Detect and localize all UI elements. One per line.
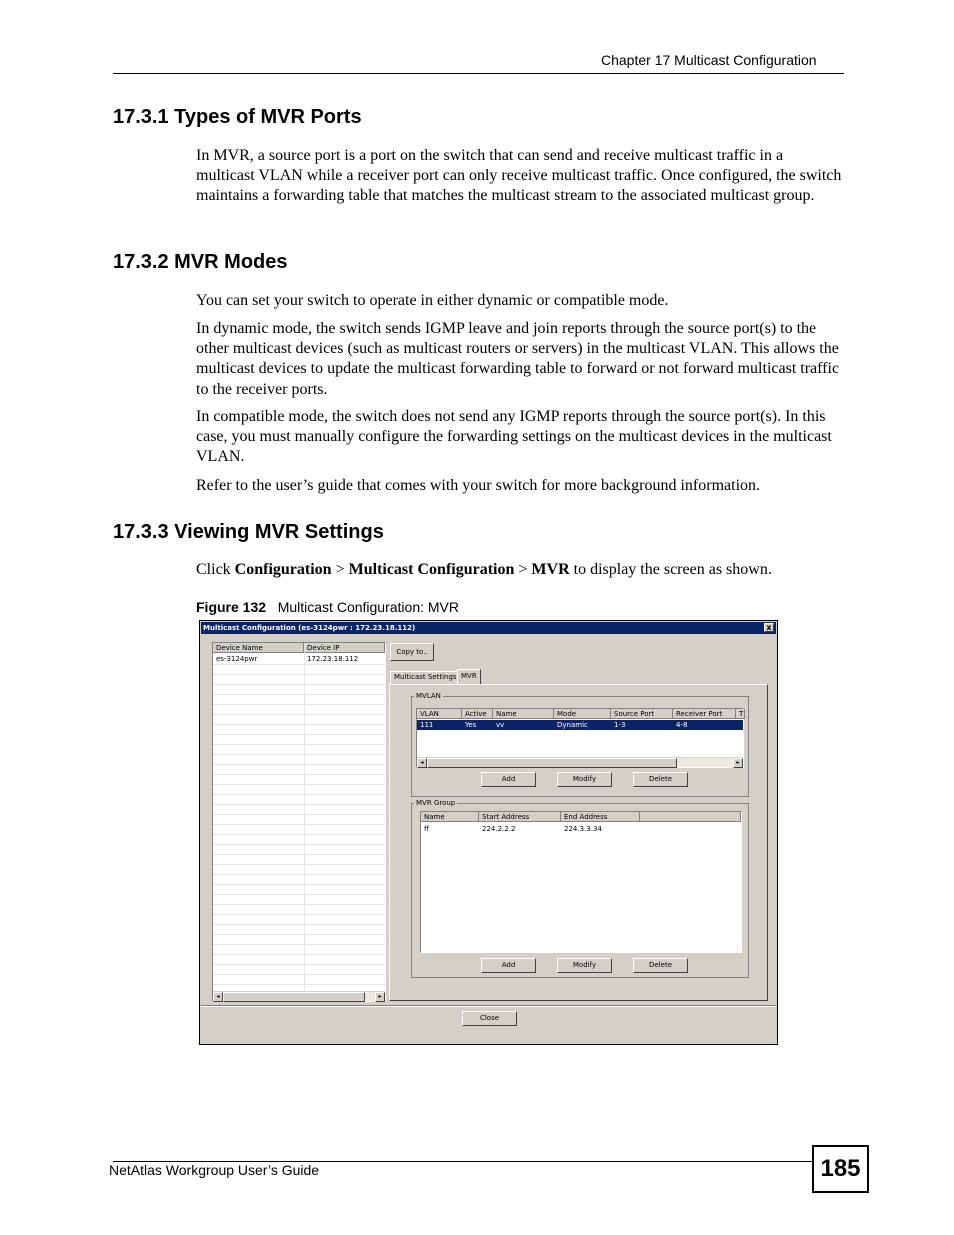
mvlan-col-name[interactable]: Name <box>493 709 554 719</box>
mvr-group-cell-end[interactable]: 224.3.3.34 <box>564 825 602 833</box>
page-number: 185 <box>812 1145 869 1193</box>
mvlan-col-mode[interactable]: Mode <box>554 709 611 719</box>
device-grid-line <box>213 924 385 925</box>
device-grid-line <box>213 734 385 735</box>
device-grid-line <box>213 884 385 885</box>
device-table <box>212 642 386 1002</box>
mvlan-cell-receiver-port: 4-8 <box>676 721 688 729</box>
device-grid-line <box>213 664 385 665</box>
device-grid-line <box>213 844 385 845</box>
device-grid-divider <box>304 643 305 991</box>
device-grid-line <box>213 854 385 855</box>
mvr-group-table <box>420 811 742 953</box>
device-grid-line <box>213 804 385 805</box>
device-grid-line <box>213 864 385 865</box>
mvr-group-col-start-address[interactable]: Start Address <box>479 812 561 822</box>
device-grid-line <box>213 714 385 715</box>
device-grid-line <box>213 944 385 945</box>
mvr-group-delete-button[interactable]: Delete <box>633 958 688 973</box>
scroll-right-icon[interactable]: ▸ <box>375 992 385 1002</box>
device-grid-line <box>213 744 385 745</box>
copy-to-button[interactable]: Copy to.. <box>390 643 434 661</box>
device-scrollbar[interactable] <box>213 991 385 1001</box>
paragraph-mvr-ports: In MVR, a source port is a port on the switch that can send and receive multicast traffic in a multicast VLAN while a receiver port can only receive multicast traffic. Once configured, the switch maintains a forwarding table that matches the multicast stream to the associated multicast group. <box>196 147 842 205</box>
device-grid-line <box>213 764 385 765</box>
device-grid-line <box>213 784 385 785</box>
device-grid-line <box>213 684 385 685</box>
mvlan-col-t[interactable]: T <box>736 709 745 719</box>
section-title-viewing-mvr-settings: 17.3.3 Viewing MVR Settings <box>113 521 384 543</box>
device-grid-line <box>213 934 385 935</box>
multicast-configuration-window <box>199 620 778 1045</box>
mvlan-cell-mode: Dynamic <box>557 721 588 729</box>
paragraph-refer: Refer to the user’s guide that comes with your switch for more background information. <box>196 477 761 494</box>
tab-multicast-settings[interactable]: Multicast Settings <box>390 671 461 684</box>
mvlan-label: MVLAN <box>416 692 441 700</box>
section-title-types-of-mvr-ports: 17.3.1 Types of MVR Ports <box>113 106 362 128</box>
device-grid-line <box>213 704 385 705</box>
window-close-icon[interactable]: x <box>764 623 774 632</box>
mvr-group-col-filler <box>640 812 741 822</box>
paragraph-click-instruction: Click Configuration > Multicast Configuration > MVR to display the screen as shown. <box>196 561 772 578</box>
paragraph-dynamic-mode: In dynamic mode, the switch sends IGMP leave and join reports through the source port(s) to the other multicast devices (such as multicast routers or servers) in the multicast VLAN. This allows the multicast devices to update the multicast forwarding table to forward or not forward multicast traffic to the receiver ports. <box>196 320 840 398</box>
device-grid-line <box>213 874 385 875</box>
close-button[interactable]: Close <box>462 1011 517 1026</box>
mvr-group-label: MVR Group <box>416 799 456 807</box>
mvr-group-cell-start[interactable]: 224.2.2.2 <box>482 825 516 833</box>
mvr-group-cell-name[interactable]: ff <box>424 825 429 833</box>
device-grid-line <box>213 774 385 775</box>
mvlan-col-receiver-port[interactable]: Receiver Port <box>673 709 736 719</box>
device-name-cell[interactable]: es-3124pwr <box>216 655 258 663</box>
device-grid-line <box>213 964 385 965</box>
figure-caption: Figure 132 Multicast Configuration: MVR <box>196 599 459 615</box>
mvr-group-add-button[interactable]: Add <box>481 958 536 973</box>
device-grid-line <box>213 894 385 895</box>
device-grid-line <box>213 954 385 955</box>
mvlan-col-active[interactable]: Active <box>462 709 493 719</box>
device-grid-line <box>213 724 385 725</box>
scroll-left-icon[interactable]: ◂ <box>213 992 223 1002</box>
window-titlebar <box>201 622 776 634</box>
scroll-thumb[interactable] <box>223 992 365 1002</box>
mvlan-cell-vlan: 111 <box>420 721 434 729</box>
device-ip-header[interactable]: Device IP <box>304 643 385 653</box>
footer-guide-title: NetAtlas Workgroup User’s Guide <box>109 1162 320 1178</box>
mvlan-scrollbar[interactable] <box>417 757 743 767</box>
mvlan-modify-button[interactable]: Modify <box>557 772 612 787</box>
mvlan-scroll-left-icon[interactable]: ◂ <box>417 758 427 768</box>
mvlan-cell-source-port: 1-3 <box>614 721 626 729</box>
device-grid-line <box>213 754 385 755</box>
mvr-group-modify-button[interactable]: Modify <box>557 958 612 973</box>
tab-mvr[interactable]: MVR <box>457 669 481 684</box>
mvlan-selected-row[interactable] <box>417 720 743 730</box>
device-grid-line <box>213 674 385 675</box>
mvlan-cell-name: vv <box>496 721 505 729</box>
mvr-group-col-name[interactable]: Name <box>421 812 479 822</box>
header-rule <box>113 73 844 74</box>
device-grid-line <box>213 974 385 975</box>
mvlan-col-vlan[interactable]: VLAN <box>417 709 462 719</box>
device-grid-line <box>213 814 385 815</box>
device-name-header[interactable]: Device Name <box>213 643 304 653</box>
mvr-group-col-end-address[interactable]: End Address <box>561 812 640 822</box>
mvlan-table <box>416 708 744 768</box>
mvlan-col-source-port[interactable]: Source Port <box>611 709 673 719</box>
mvlan-add-button[interactable]: Add <box>481 772 536 787</box>
paragraph-compatible-mode: In compatible mode, the switch does not send any IGMP reports through the source port(s). In this case, you must manually configure the forwarding settings on the multicast devices in the multicast VLAN. <box>196 408 832 466</box>
mvlan-cell-active: Yes <box>465 721 477 729</box>
paragraph-modes-intro: You can set your switch to operate in either dynamic or compatible mode. <box>196 292 669 309</box>
device-grid-line <box>213 694 385 695</box>
mvlan-scroll-thumb[interactable] <box>427 758 677 768</box>
device-ip-cell[interactable]: 172.23.18.112 <box>307 655 359 663</box>
device-grid-line <box>213 824 385 825</box>
device-grid-line <box>213 984 385 985</box>
window-divider-highlight <box>201 1006 776 1007</box>
device-grid-line <box>213 914 385 915</box>
device-grid-line <box>213 834 385 835</box>
device-grid-line <box>213 794 385 795</box>
chapter-header: Chapter 17 Multicast Configuration <box>601 52 817 68</box>
mvlan-delete-button[interactable]: Delete <box>633 772 688 787</box>
section-title-mvr-modes: 17.3.2 MVR Modes <box>113 251 288 273</box>
device-grid-line <box>213 904 385 905</box>
window-title: Multicast Configuration (es-3124pwr : 172.23.18.112) <box>203 624 416 632</box>
mvlan-scroll-right-icon[interactable]: ▸ <box>733 758 743 768</box>
